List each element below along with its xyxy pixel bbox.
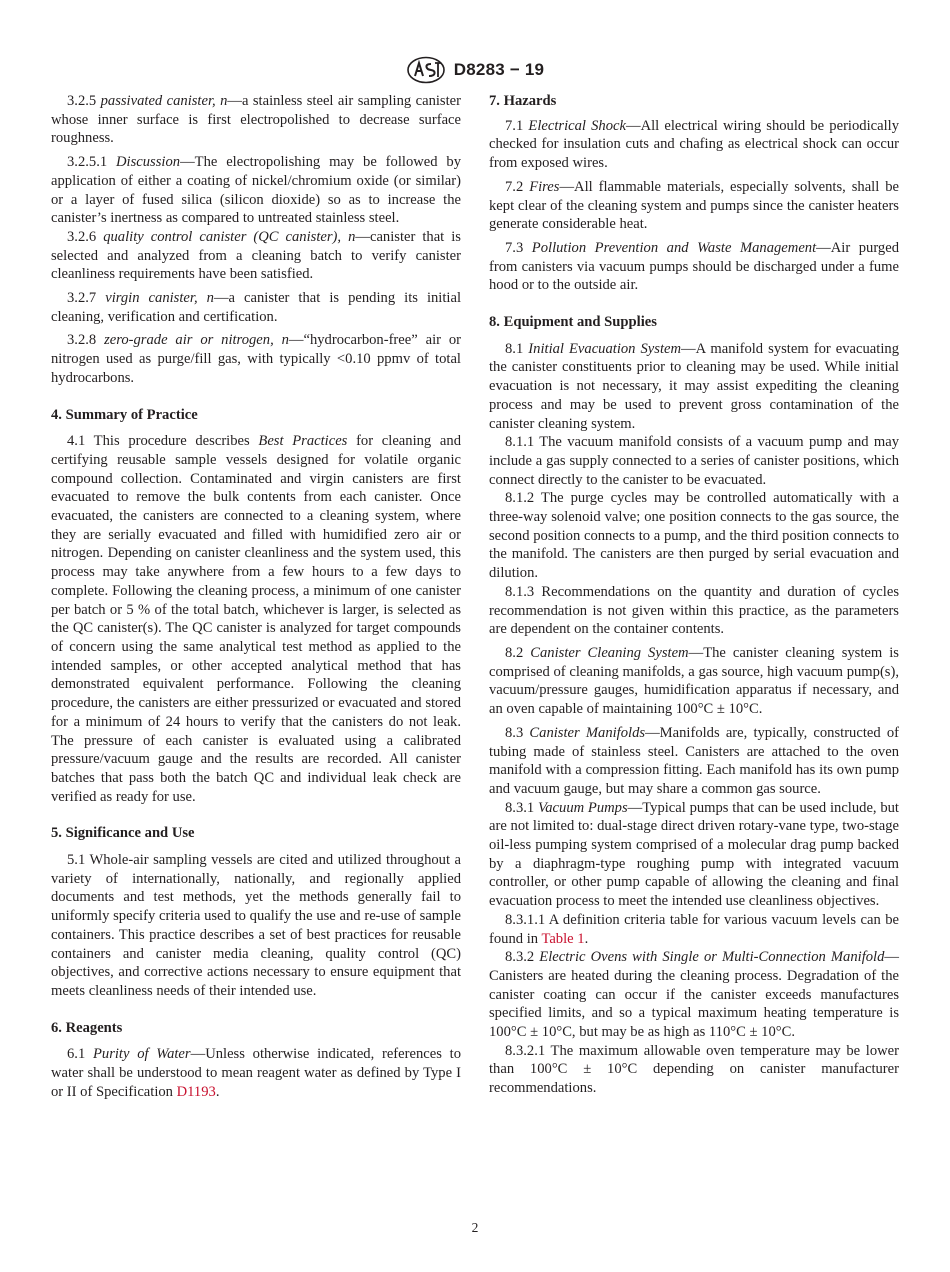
- term: Initial Evacuation System: [528, 340, 682, 357]
- paragraph-7-1: [489, 117, 899, 173]
- term: Canister Cleaning System: [530, 644, 689, 661]
- section-number: 8.3: [505, 724, 524, 741]
- term: Fires: [529, 178, 560, 195]
- section-heading-7: 7. Hazards: [489, 93, 557, 109]
- document-number: D8283 − 19: [453, 60, 545, 79]
- term: passivated canister, n: [100, 93, 228, 109]
- paragraph-6-1: [51, 1045, 461, 1101]
- text: .: [584, 930, 589, 947]
- paragraph-8-3: [489, 724, 899, 799]
- section-heading-6: 6. Reagents: [51, 1019, 123, 1036]
- paragraph-8-3-2: [489, 948, 899, 1042]
- text: —A manifold system for evacuating the canister constituents prior to cleaning may be used. While initial evacuation is not necessary, it may assist expediting the cleaning process and may be used to prevent gross contamination of the canister cleaning system.: [489, 340, 899, 432]
- paragraph-8-1-1: 8.1.1 The vacuum manifold consists of a vacuum pump and may include a gas supply connected to a series of canister positions, which connect directly to the canister to be evacuated.: [489, 434, 899, 488]
- paragraph-8-3-1: [489, 799, 899, 911]
- text: —Manifolds are, typically, constructed of tubing made of stainless steel. Canisters are attached to the oven manifold with a compression fitting. Each manifold has its own pump and vacuum gauge, but may share a common gas source.: [489, 724, 899, 797]
- term: quality control canister (QC canister), n: [103, 228, 356, 245]
- text: —Typical pumps that can be used include, but are not limited to: dual-stage direct driven rotary-vane type, two-stage oil-less pumping system comprised of a molecular drag pump backed by a diaphragm-type roughing pump with integrated vacuum controller, or other pump capable of allowing the cleaning and final evacuation process to meet the intended use cleanliness objectives.: [489, 799, 899, 910]
- left-column: [51, 92, 461, 1101]
- term: Electric Ovens with Single or Multi-Connection Manifold: [539, 949, 885, 966]
- paragraph-5-1: 5.1 Whole-air sampling vessels are cited and utilized throughout a variety of internationally, nationally, and regionally applied documents and test methods, yet the methods generally fail to uniformly specify criteria used to qualify the use and re-use of sample containers. This practice describes a set of best practices for reusable containers and canister media cleaning, quality control (QC) objectives, and corrective actions necessary to ensure equipment that meets cleanliness needs of their intended use.: [51, 852, 461, 999]
- page-header: [0, 56, 950, 84]
- section-heading-5: 5. Significance and Use: [51, 825, 195, 842]
- text: —canister that is selected and analyzed from a cleaning batch to verify canister cleanliness requirements have been satisfied.: [51, 228, 461, 283]
- section-number: 3.2.7: [67, 290, 97, 307]
- right-column: [489, 92, 899, 1098]
- text: .: [215, 1083, 220, 1100]
- paragraph-3-2-8: [51, 331, 461, 387]
- section-number: 6.1: [67, 1046, 86, 1063]
- term: Canister Manifolds: [529, 724, 646, 741]
- section-number: 8.3.1: [505, 799, 535, 816]
- paragraph-8-2: [489, 644, 899, 719]
- section-number: 3.2.8: [67, 332, 97, 349]
- section-number: 8.3.2: [505, 949, 535, 966]
- paragraph-3-2-6: [51, 228, 461, 284]
- paragraph-3-2-5-1: [51, 153, 461, 228]
- paragraph-8-3-1-1: [489, 911, 899, 948]
- text: —The canister cleaning system is comprised of cleaning manifolds, a gas source, high vacuum pump(s), vacuum/pressure gauges, humidification apparatus if necessary, and an oven capable of maintaining 100°C ± 10°C.: [489, 644, 899, 718]
- paragraph-7-3: [489, 239, 899, 295]
- text: for cleaning and certifying reusable sample vessels designed for volatile organic compound collection. Contaminated and virgin canisters are first evacuated to remove the bulk contents from each canister. Once evacuated, the canisters are connected to a cleaning system, where they are serially evacuated and filled with humidified zero air or nitrogen. Depending on canister cleanliness and the system used, this process may take anywhere from a few hours to a few days to complete. Following the cleaning process, a minimum of one canister per batch or 5 % of the total batch, whichever is larger, is selected as the QC canister(s). The QC canister is analyzed for target compounds of concern using the same analytical test method as applied to the intended samples, or other accepted analytical method that has demonstrated equivalent performance. Following the cleaning procedure, the canisters are either pressurized or evacuated and stored for a minimum of 24 hours to verify that the canisters do not leak. The pressure of each canister is evaluated using a calibrated pressure/vacuum gauge and the results are recorded. All canister batches that pass both the batch QC and individual leak check are verified as ready for use.: [51, 433, 462, 805]
- page-number: 2: [471, 1220, 479, 1235]
- term: Electrical Shock: [528, 117, 626, 134]
- text: —Canisters are heated during the cleaning process. Degradation of the canister coating can occur if the canister exceeds manufactures specified limits, and so a typical maximum heating temperature is 100°C ± 10°C, but may be as high as 110°C ± 10°C.: [489, 949, 899, 1041]
- paragraph-4-1: [51, 432, 461, 806]
- section-heading-4: 4. Summary of Practice: [51, 406, 198, 423]
- term: zero-grade air or nitrogen, n: [104, 332, 289, 349]
- text: —The electropolishing may be followed by application of either a coating of nickel/chromium oxide (or similar) or a layer of fused silica (silicon dioxide) so as to increase the canister’s inertness as compared to untreated stainless steel.: [51, 154, 461, 227]
- text: —a canister that is pending its initial cleaning, verification and certification.: [51, 290, 461, 325]
- section-number: 3.2.5: [67, 93, 97, 109]
- link-table-1[interactable]: Table 1: [541, 930, 585, 947]
- text: —All flammable materials, especially solvents, shall be kept clear of the cleaning system and pumps since the canister heaters generate considerable heat.: [489, 178, 899, 233]
- text: —Air purged from canisters via vacuum pumps should be discharged under a fume hood or to the outside air.: [489, 239, 899, 294]
- term: Pollution Prevention and Waste Management: [531, 239, 817, 256]
- text: —“hydrocarbon-free” air or nitrogen used as purge/fill gas, with typically <0.10 ppmv of total hydrocarbons.: [51, 332, 462, 386]
- paragraph-8-1-3: 8.1.3 Recommendations on the quantity and duration of cycles recommendation is not given within this practice, as the parameters are dependent on the container contents.: [489, 583, 899, 638]
- paragraph-7-2: [489, 178, 899, 234]
- paragraph-8-1-2: 8.1.2 The purge cycles may be controlled automatically with a three-way solenoid valve; one position connects to the gas source, the second position connects to a pump, and the third position connects to the manifold. The canisters are then purged by serial evacuation and dilution.: [489, 490, 899, 582]
- text: —All electrical wiring should be periodically checked for insulation cuts and chafing as electrical shock can occur from exposed wires.: [489, 117, 899, 172]
- text: —a stainless steel air sampling canister whose inner surface is first electropolished to decrease surface roughness.: [51, 93, 461, 147]
- paragraph-8-3-2-1: 8.3.2.1 The maximum allowable oven temperature may be lower than 100°C ± 10°C depending on canister manufacturer recommendations.: [489, 1042, 899, 1097]
- text: 4.1 This procedure describes: [67, 433, 259, 450]
- term: Best Practices: [258, 433, 348, 450]
- text: 8.3.1.1 A definition criteria table for various vacuum levels can be found in: [489, 911, 899, 947]
- section-number: 7.1: [505, 117, 524, 134]
- section-number: 7.2: [505, 178, 524, 195]
- paragraph-8-1: [489, 340, 899, 434]
- section-number: 7.3: [505, 239, 524, 256]
- paragraph-3-2-5: [51, 92, 461, 148]
- term: Discussion: [116, 154, 181, 171]
- term: virgin canister, n: [105, 290, 214, 307]
- link-d1193[interactable]: D1193: [176, 1083, 216, 1100]
- section-number: 3.2.6: [67, 228, 97, 245]
- term: Purity of Water: [92, 1046, 191, 1063]
- section-heading-8: 8. Equipment and Supplies: [489, 314, 657, 331]
- paragraph-3-2-7: [51, 289, 461, 326]
- section-number: 8.1: [505, 340, 524, 357]
- text: —Unless otherwise indicated, references to water shall be understood to mean reagent water as defined by Type I or II of Specification: [51, 1046, 461, 1100]
- section-number: 8.2: [505, 644, 524, 661]
- term: Vacuum Pumps: [537, 799, 628, 816]
- astm-logo-icon: [406, 56, 446, 84]
- section-number: 3.2.5.1: [67, 154, 108, 171]
